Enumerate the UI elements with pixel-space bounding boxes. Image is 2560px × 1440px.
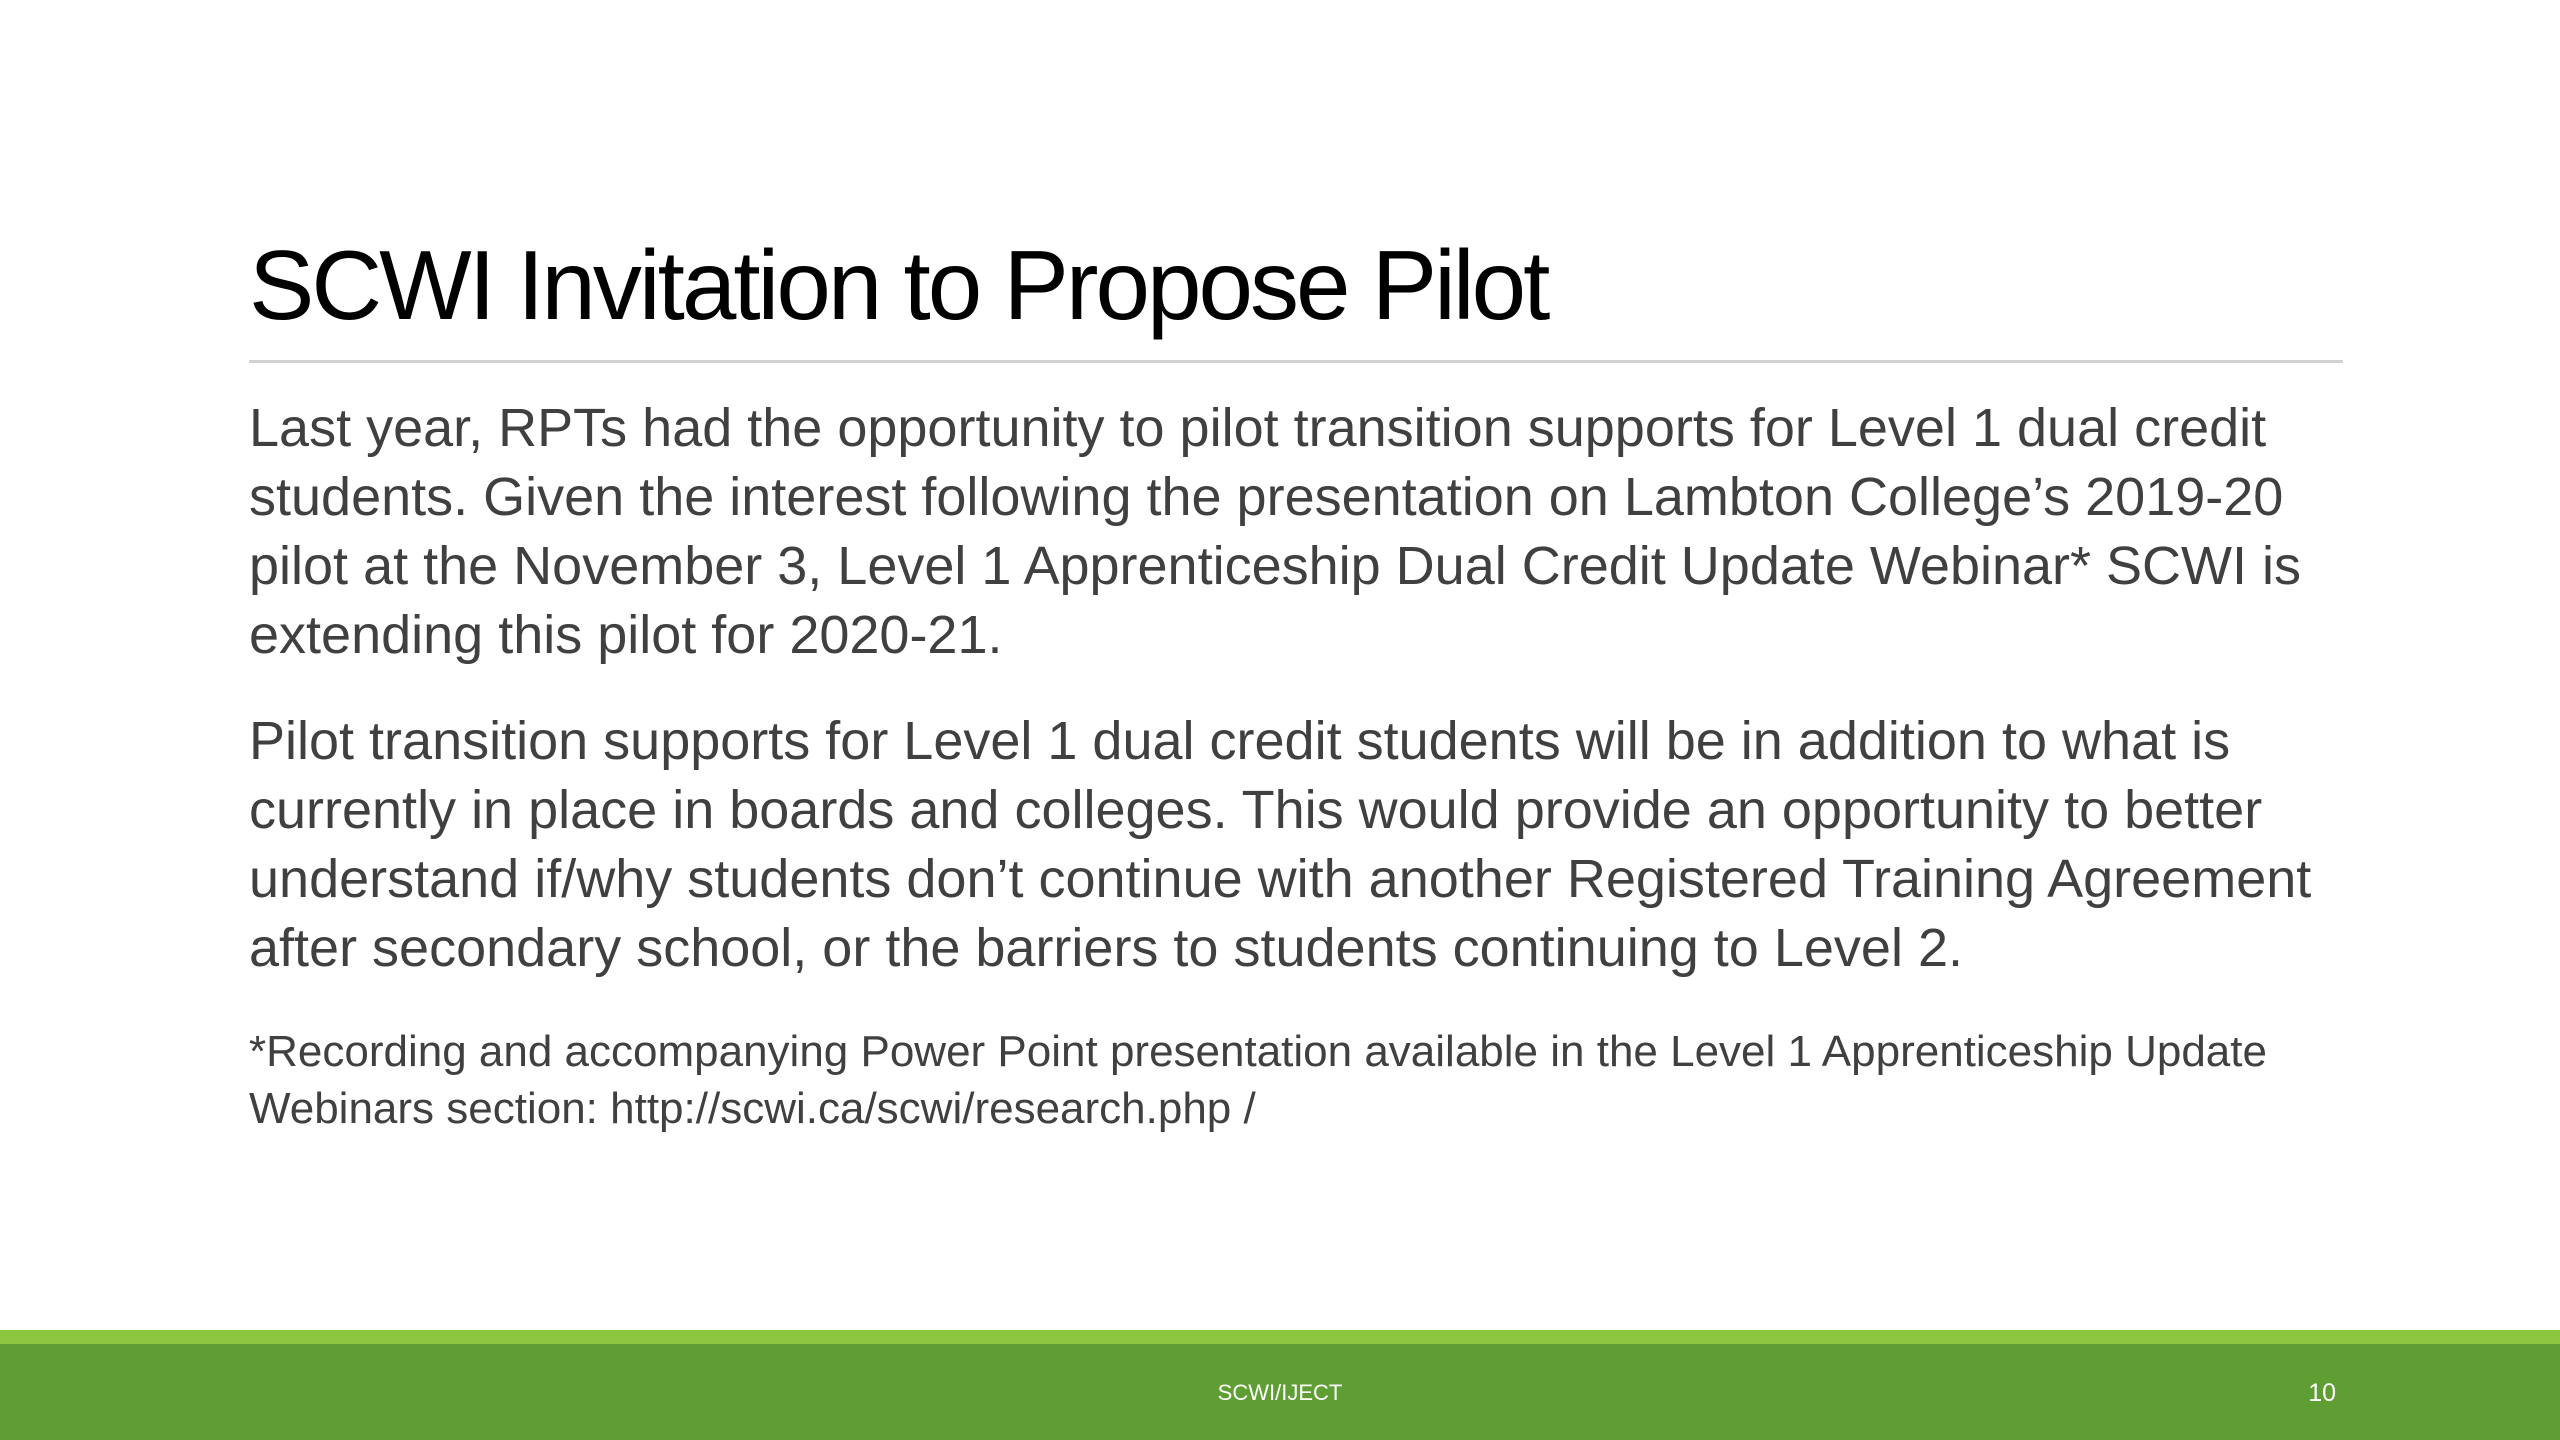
slide-title: SCWI Invitation to Propose Pilot — [249, 230, 1548, 340]
footer-accent-stripe — [0, 1330, 2560, 1344]
footnote: *Recording and accompanying Power Point presentation available in the Level 1 Apprenticeship Update Webinars section: http://scwi.ca/scwi/research.php / — [249, 1027, 2267, 1133]
body-paragraph-2: Pilot transition supports for Level 1 dual credit students will be in addition to what is currently in place in boards and colleges. This would provide an opportunity to better understand if/why students don’t continue with another Registered Training Agreement after secondary school, or the barriers to students continuing to Level 2. — [249, 711, 2312, 978]
body-paragraph-1: Last year, RPTs had the opportunity to pilot transition supports for Level 1 dual credit students. Given the interest following the presentation on Lambton College’s 2019-20 pilot at the November 3, Level 1 Apprenticeship Dual Credit Update Webinar* SCWI is extending this pilot for 2020-21. — [249, 398, 2302, 665]
slide-footer — [0, 1330, 2560, 1440]
slide-body — [249, 394, 2349, 1137]
page-number: 10 — [2308, 1379, 2336, 1407]
footer-label: SCWI/IJECT — [1217, 1380, 1343, 1405]
title-divider — [249, 360, 2343, 363]
